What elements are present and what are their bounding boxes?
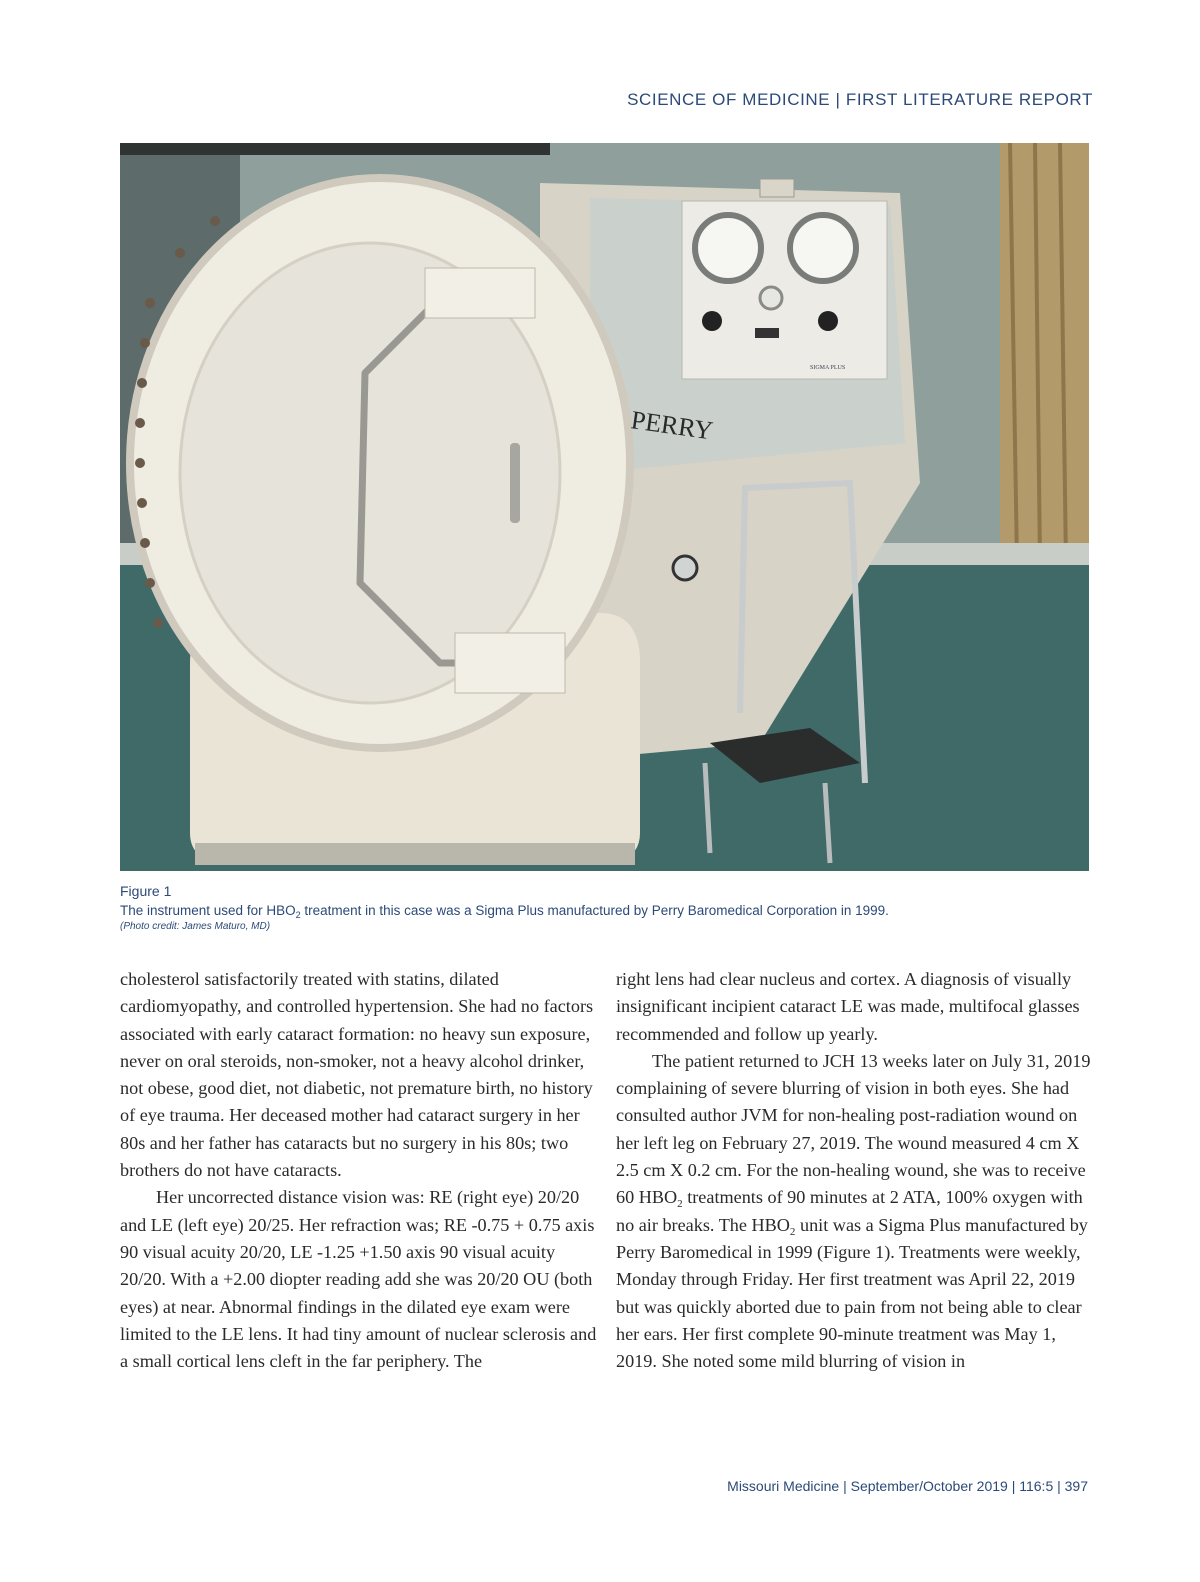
gauge-right — [790, 215, 856, 281]
panel-label: SIGMA PLUS — [810, 365, 846, 371]
paragraph: right lens had clear nucleus and cortex. A diagnosis of visually insignificant incipient cataract LE was made, multifocal glasses recommended and follow up yearly. — [616, 969, 1080, 1044]
brand-logo-text: PERRY — [629, 405, 715, 446]
figure-caption — [120, 882, 1089, 934]
door-handle — [510, 443, 520, 523]
paragraph: The patient returned to JCH 13 weeks later on July 31, 2019 complaining of severe blurring of vision in both eyes. She had consulted author JVM for non-healing post-radiation wound on her left leg on February 27, 2019. The wound measured 4 cm X 2.5 cm X 0.2 cm. For the non-healing wound, she was to receive 60 $HBO_2$ treatments of 90 minutes at 2 ATA, 100% oxygen with no air breaks. The $HBO_2$ unit was a Sigma Plus manufactured by Perry Baromedical in 1999 (Figure 1). Treatments were weekly, Monday through Friday. Her first treatment was April 22, 2019 but was quickly aborted due to pain from not being able to clear her ears. Her first complete 90-minute treatment was May 1, 2019. She noted some mild blurring of vision in — [616, 1050, 1091, 1372]
figure-caption-text: The instrument used for $HBO_2$ treatment in this case was a Sigma Plus manufactured by Perry Baromedical Corporation in 1999. — [120, 903, 889, 920]
body-column-right — [616, 966, 1094, 1375]
paragraph: cholesterol satisfactorily treated with statins, dilated cardiomyopathy, and controlled hypertension. She had no factors associated with early cataract formation: no heavy sun exposure, never on oral steroids, non-smoker, not a heavy alcohol drinker, not obese, good diet, not diabetic, not premature birth, no history of eye trauma. Her deceased mother had cataract surgery in her 80s and her father has cataracts but no surgery in his 80s; two brothers do not have cataracts. — [120, 969, 594, 1181]
ceiling-shelf — [120, 143, 550, 155]
hinge-bottom — [455, 633, 565, 693]
figure-photo — [120, 143, 1089, 871]
gauge-left — [695, 215, 761, 281]
figure-label: Figure 1 — [120, 883, 172, 899]
section-header: SCIENCE OF MEDICINE | FIRST LITERATURE REPORT — [627, 90, 1093, 109]
hinge-top — [425, 268, 535, 318]
paragraph: Her uncorrected distance vision was: RE (right eye) 20/20 and LE (left eye) 20/25. Her refraction was; RE -0.75 + 0.75 axis 90 visual acuity 20/20, LE -1.25 +1.50 axis 90 visual acuity 20/20. With a +2.00 diopter reading add she was 20/20 OU (both eyes) at near. Abnormal findings in the dilated eye exam were limited to the LE lens. It had tiny amount of nuclear sclerosis and a small cortical lens cleft in the far periphery. The — [120, 1187, 597, 1372]
hyperbaric-chamber-photo — [120, 143, 1089, 871]
page-footer: Missouri Medicine | September/October 2019 | 116:5 | 397 — [727, 1478, 1088, 1494]
side-gauge — [673, 556, 697, 580]
photo-credit: (Photo credit: James Maturo, MD) — [120, 921, 271, 932]
body-column-left — [120, 966, 598, 1375]
